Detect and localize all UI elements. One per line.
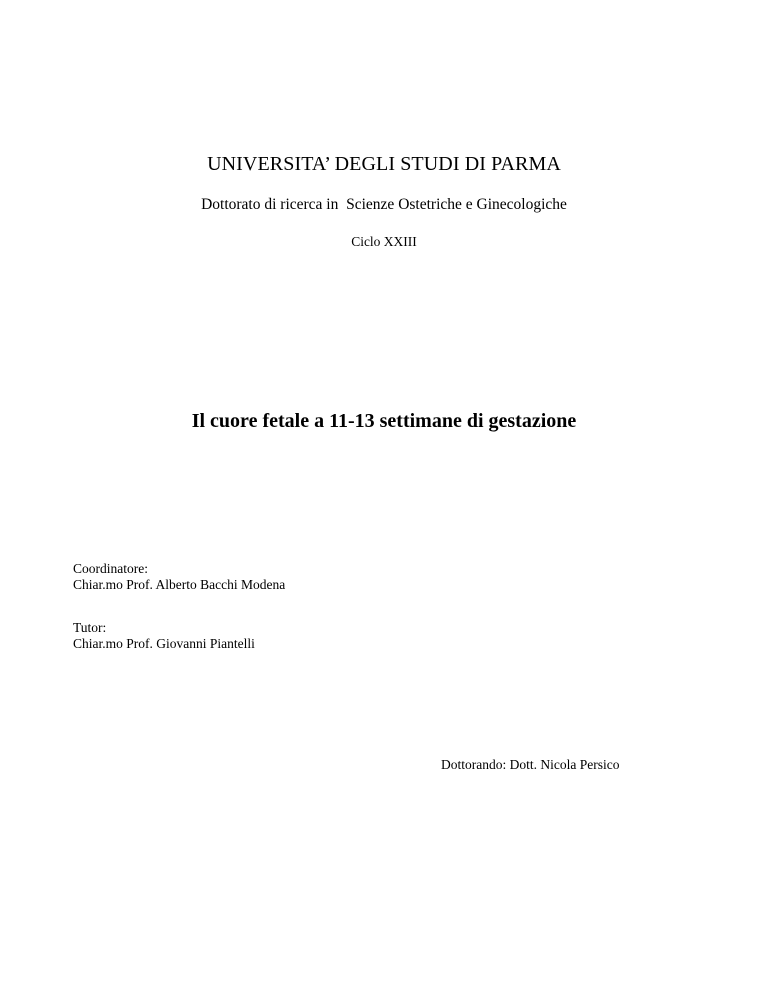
coordinator-label: Coordinatore:	[73, 561, 148, 576]
tutor-block	[73, 620, 255, 652]
doctoral-program: Dottorato di ricerca in Scienze Ostetriche e Ginecologiche	[201, 196, 567, 213]
doctoral-cycle: Ciclo XXIII	[351, 234, 417, 249]
candidate-name: Dottorando: Dott. Nicola Persico	[441, 757, 620, 772]
tutor-label: Tutor:	[73, 620, 107, 635]
thesis-title: Il cuore fetale a 11-13 settimane di gestazione	[191, 410, 577, 432]
tutor-name: Chiar.mo Prof. Giovanni Piantelli	[73, 636, 255, 651]
university-name: UNIVERSITA’ DEGLI STUDI DI PARMA	[207, 153, 561, 175]
coordinator-block	[73, 561, 285, 593]
coordinator-name: Chiar.mo Prof. Alberto Bacchi Modena	[73, 577, 286, 592]
